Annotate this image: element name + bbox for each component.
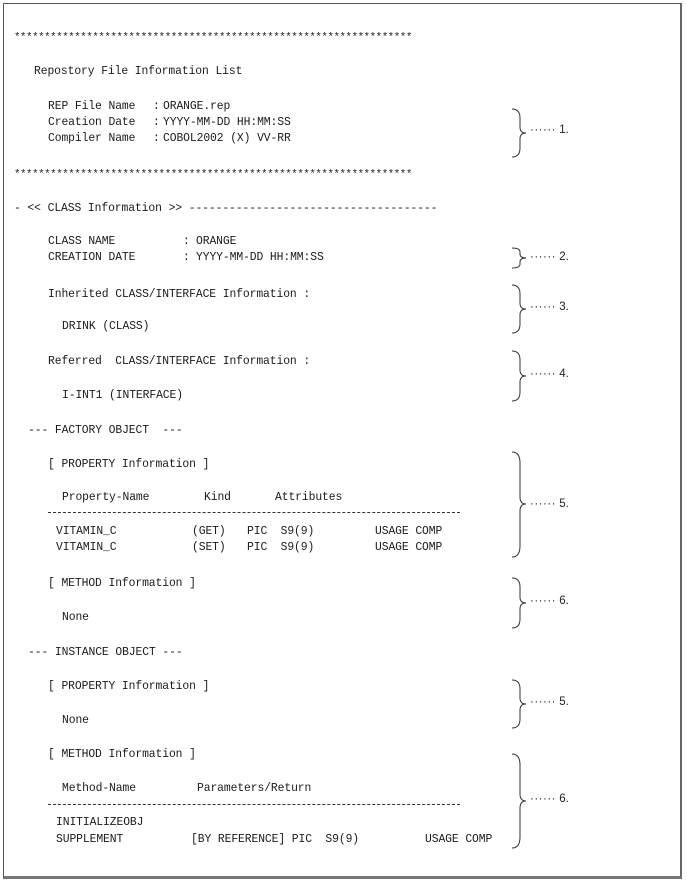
class-name-label: CLASS NAME [48, 235, 116, 248]
method-name: INITIALIZEOBJ [56, 816, 144, 829]
property-kind: (GET) [192, 525, 226, 538]
inherited-label: Inherited CLASS/INTERFACE Information : [48, 288, 311, 301]
curly-brace-icon [510, 577, 530, 629]
factory-method-section: [ METHOD Information ] [48, 577, 196, 590]
property-header-kind: Kind [204, 491, 231, 504]
referred-value: I-INT1 (INTERFACE) [62, 389, 183, 402]
curly-brace-icon [510, 284, 530, 334]
asterisk-rule-bottom: ****************************************************************** [14, 169, 412, 181]
callout-3: ······ 3. [530, 301, 569, 313]
asterisk-rule-top: ****************************************************************** [14, 32, 412, 44]
property-name: VITAMIN_C [56, 525, 117, 538]
class-name-value: ORANGE [196, 235, 237, 248]
callout-4: ······ 4. [530, 368, 569, 380]
table-divider [48, 804, 460, 805]
callout-1: ······ 1. [530, 124, 569, 136]
table-divider [48, 512, 460, 513]
method-header-name: Method-Name [62, 782, 136, 795]
separator: : [153, 116, 160, 129]
separator: : [153, 100, 160, 113]
curly-brace-icon [510, 350, 530, 402]
callout-2: ······ 2. [530, 251, 569, 263]
class-creation-date-label: CREATION DATE [48, 251, 136, 264]
rep-file-name-label: REP File Name [48, 100, 136, 113]
property-header-name: Property-Name [62, 491, 150, 504]
compiler-name-value: COBOL2002 (X) VV-RR [163, 132, 291, 145]
referred-label: Referred CLASS/INTERFACE Information : [48, 355, 311, 368]
property-usage: USAGE COMP [375, 525, 443, 538]
curly-brace-icon [510, 247, 530, 269]
instance-method-section: [ METHOD Information ] [48, 748, 196, 761]
method-header-params: Parameters/Return [197, 782, 312, 795]
method-params: [BY REFERENCE] PIC S9(9) [191, 833, 360, 846]
curly-brace-icon [510, 753, 530, 849]
curly-brace-icon [510, 451, 530, 558]
property-name: VITAMIN_C [56, 541, 117, 554]
factory-object-title: --- FACTORY OBJECT --- [28, 424, 183, 437]
callout-5-instance: ······ 5. [530, 696, 569, 708]
property-usage: USAGE COMP [375, 541, 443, 554]
property-kind: (SET) [192, 541, 226, 554]
instance-property-section: [ PROPERTY Information ] [48, 680, 210, 693]
method-name: SUPPLEMENT [56, 833, 124, 846]
factory-method-none: None [62, 611, 89, 624]
instance-object-title: --- INSTANCE OBJECT --- [28, 646, 183, 659]
class-info-section-title: - << CLASS Information >> ------------------------------------- [14, 202, 438, 215]
curly-brace-icon [510, 108, 530, 158]
separator: : [183, 251, 190, 264]
separator: : [153, 132, 160, 145]
factory-property-section: [ PROPERTY Information ] [48, 458, 210, 471]
separator: : [183, 235, 190, 248]
rep-file-name-value: ORANGE.rep [163, 100, 231, 113]
page-title: Repostory File Information List [34, 65, 243, 78]
property-header-attributes: Attributes [275, 491, 343, 504]
callout-5: ······ 5. [530, 498, 569, 510]
curly-brace-icon [510, 679, 530, 729]
creation-date-value: YYYY-MM-DD HH:MM:SS [163, 116, 291, 129]
callout-6: ······ 6. [530, 595, 569, 607]
class-creation-date-value: YYYY-MM-DD HH:MM:SS [196, 251, 324, 264]
property-pic: PIC S9(9) [247, 525, 315, 538]
instance-property-none: None [62, 714, 89, 727]
property-pic: PIC S9(9) [247, 541, 315, 554]
compiler-name-label: Compiler Name [48, 132, 136, 145]
callout-6-instance: ······ 6. [530, 793, 569, 805]
method-usage: USAGE COMP [425, 833, 493, 846]
inherited-value: DRINK (CLASS) [62, 320, 150, 333]
creation-date-label: Creation Date [48, 116, 136, 129]
